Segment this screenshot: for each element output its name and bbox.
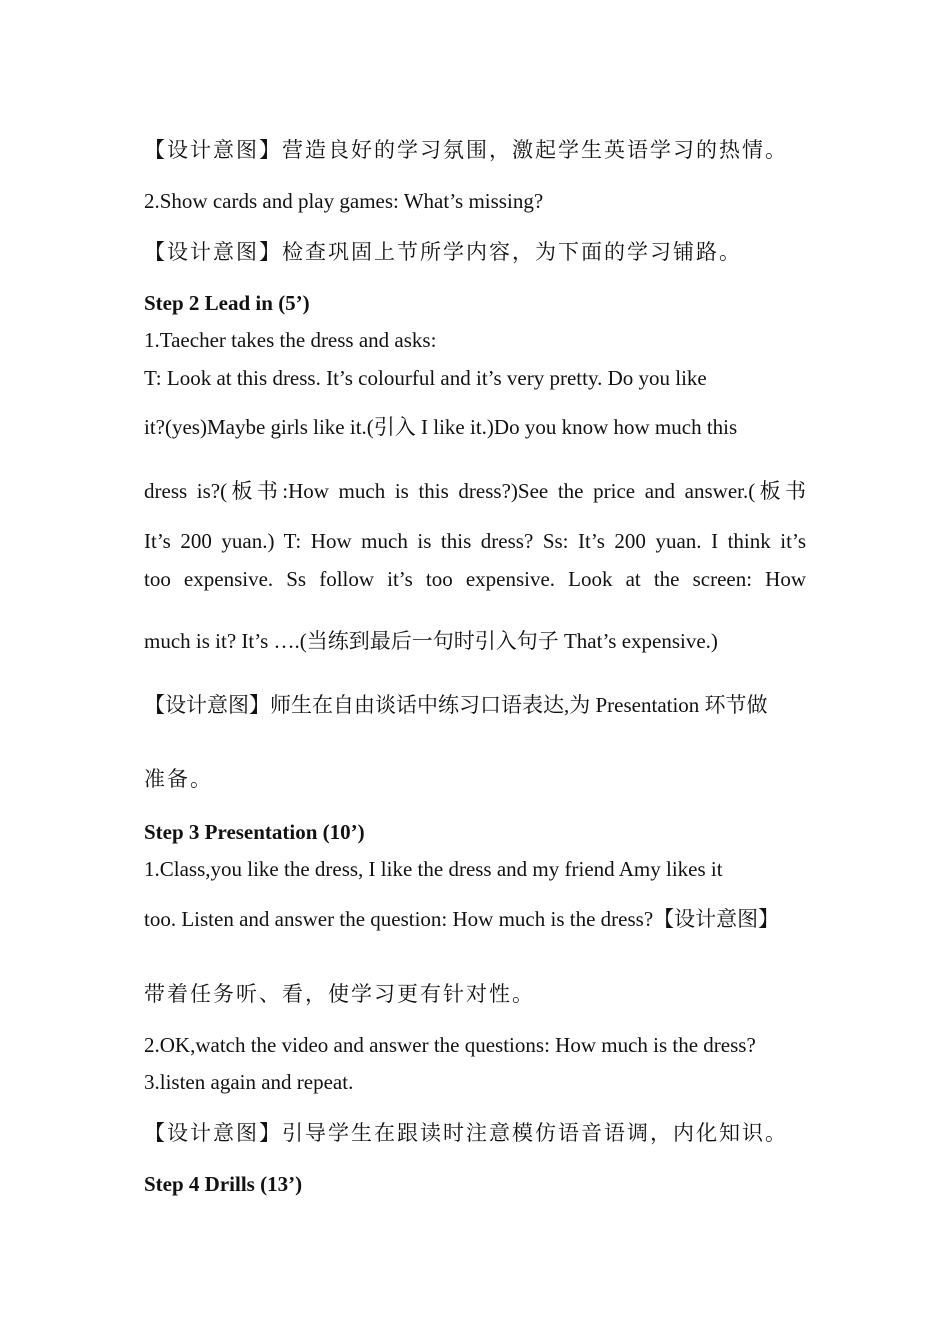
step2-dialogue-line-5: too expensive. Ss follow it’s too expensive. Look at the screen: How [144,567,806,591]
step2-dialogue-line-6: much is it? It’s ….(当练到最后一句时引入句子 That’s expensive.) [144,629,718,653]
design-intent-line-3-cont: 准备。 [144,767,213,791]
step1-item-2: 2.Show cards and play games: What’s missing? [144,189,544,213]
step2-dialogue-line-2: it?(yes)Maybe girls like it.(引入 I like it.)Do you know how much this [144,415,738,439]
design-intent-line-2: 【设计意图】检查巩固上节所学内容，为下面的学习铺路。 [144,240,742,264]
design-intent-line-3: 【设计意图】师生在自由谈话中练习口语表达,为 Presentation 环节做 [144,693,768,717]
step3-item-1-cont: too. Listen and answer the question: How much is the dress?【设计意图】 [144,907,780,931]
step3-item-2: 2.OK,watch the video and answer the questions: How much is the dress? [144,1033,756,1057]
step2-dialogue-line-4: It’s 200 yuan.) T: How much is this dress? Ss: It’s 200 yuan. I think it’s [144,529,806,553]
step3-heading: Step 3 Presentation (10’) [144,820,365,844]
step2-heading: Step 2 Lead in (5’) [144,291,310,315]
step2-item-1: 1.Taecher takes the dress and asks: [144,328,437,352]
step3-item-3: 3.listen again and repeat. [144,1070,354,1094]
step2-dialogue-line-1: T: Look at this dress. It’s colourful and it’s very pretty. Do you like [144,366,707,390]
step2-dialogue-line-3: dress is?(板书:How much is this dress?)See the price and answer.(板书 [144,479,806,503]
step3-item-1: 1.Class,you like the dress, I like the dress and my friend Amy likes it [144,857,723,881]
design-intent-line-5: 【设计意图】引导学生在跟读时注意模仿语音语调，内化知识。 [144,1121,788,1145]
step4-heading: Step 4 Drills (13’) [144,1172,303,1196]
design-intent-line-1: 【设计意图】营造良好的学习氛围，激起学生英语学习的热情。 [144,138,788,162]
design-intent-line-4: 带着任务听、看，使学习更有针对性。 [144,982,535,1006]
